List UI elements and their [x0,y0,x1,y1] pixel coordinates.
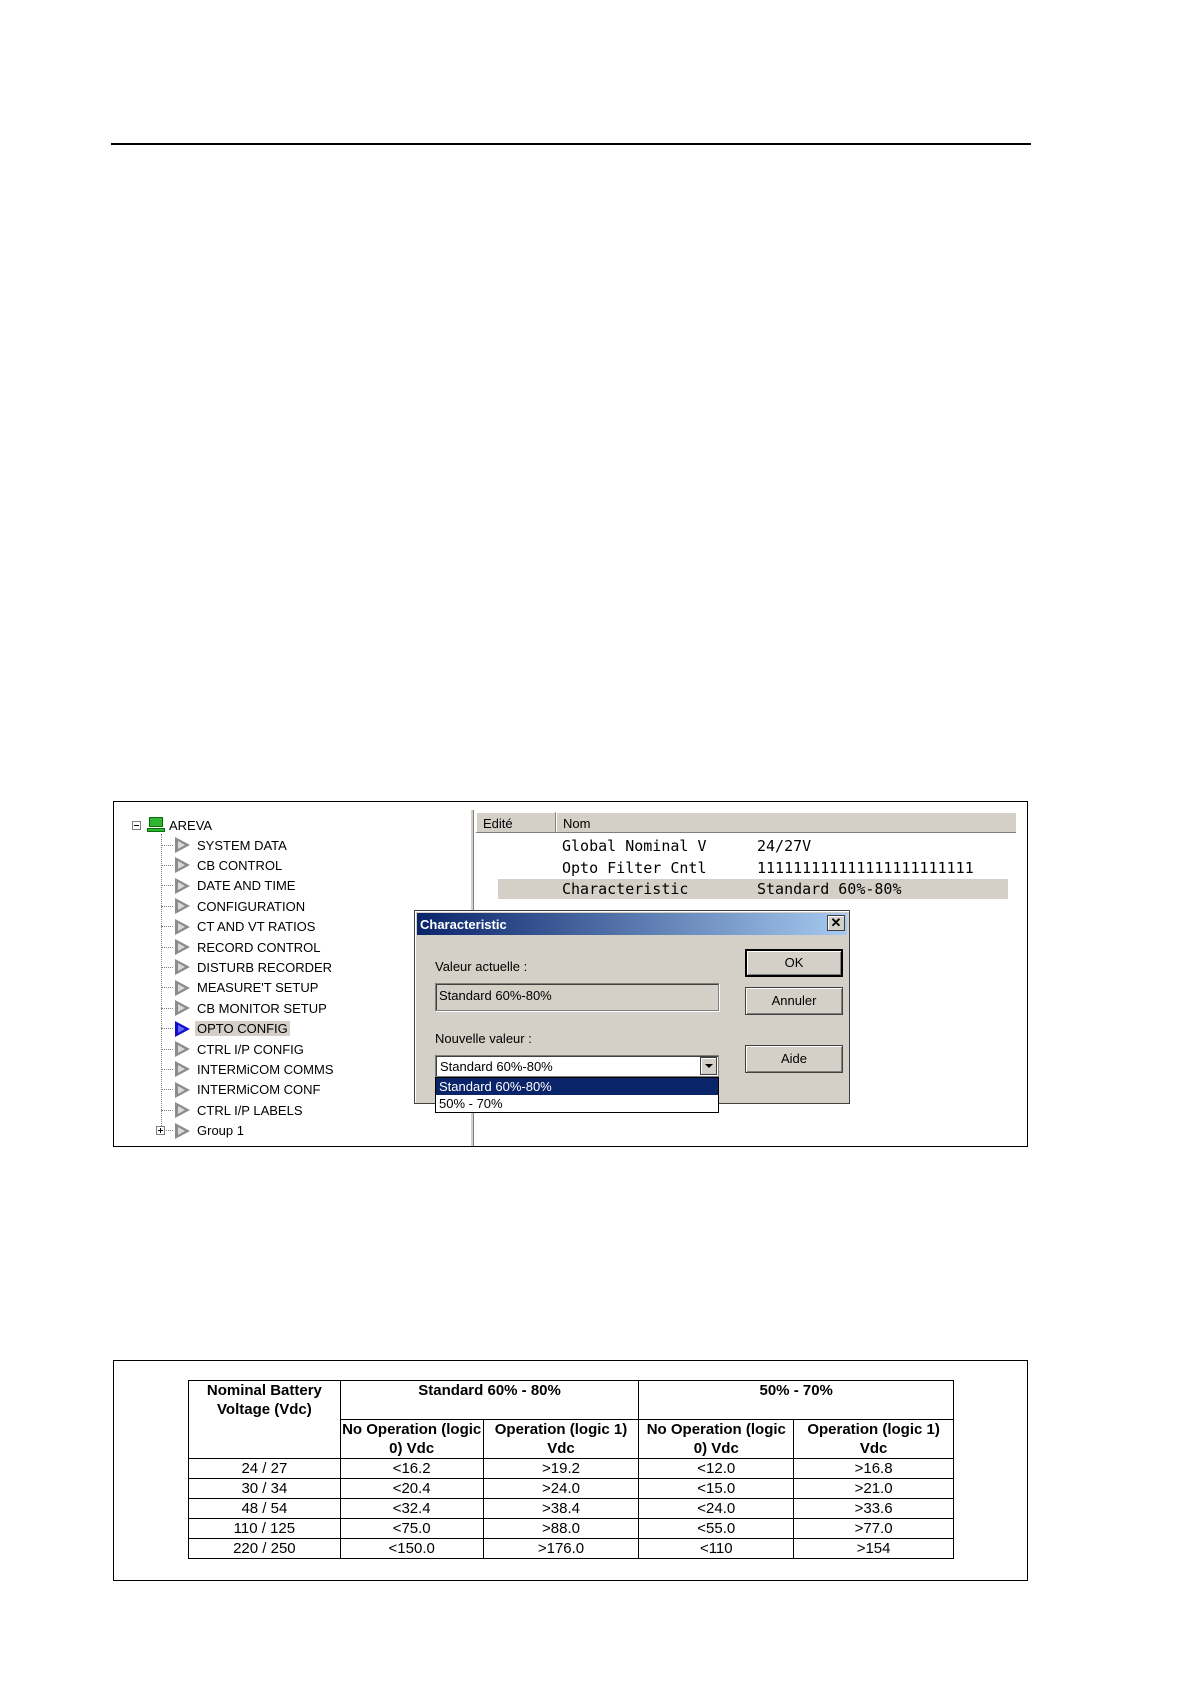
table-cell: <20.4 [340,1479,483,1499]
tree-item[interactable] [161,1081,323,1099]
column-header-name[interactable]: Nom [556,812,1016,832]
tree-item-label: SYSTEM DATA [197,837,287,853]
tree-item[interactable] [161,938,323,956]
tree-item[interactable] [161,1040,306,1058]
table-cell: >88.0 [483,1519,639,1539]
table-cell: <12.0 [639,1459,794,1479]
tree-item[interactable] [161,918,317,936]
folder-arrow-icon [175,980,190,996]
setting-name: Opto Filter Cntl [562,858,707,877]
tree-connector [161,1028,173,1029]
setting-row[interactable] [498,836,1008,856]
folder-arrow-icon [175,1123,190,1139]
tree-connector [161,885,173,886]
tree-connector [161,845,173,846]
tree-item[interactable] [161,999,329,1017]
tree-item[interactable] [161,877,297,895]
setting-value: Standard 60%-80% [757,880,902,898]
tree-root[interactable] [130,816,212,834]
current-value-text: Standard 60%-80% [439,988,552,1003]
tree-item-label: CB MONITOR SETUP [197,1000,327,1016]
table-cell: <24.0 [639,1499,794,1519]
table-cell: >33.6 [794,1499,954,1519]
tree-connector [161,987,173,988]
table-cell: <110 [639,1539,794,1559]
table-cell: >176.0 [483,1539,639,1559]
table-cell: >19.2 [483,1459,639,1479]
new-value-options [435,1077,719,1113]
tree-item-label: Group 1 [197,1123,244,1139]
folder-arrow-icon [175,1082,190,1098]
current-value-label: Valeur actuelle : [435,959,528,974]
table-cell: 110 / 125 [189,1519,341,1539]
tree-connector [161,1049,173,1050]
tree-connector [161,947,173,948]
folder-arrow-icon [175,898,190,914]
tree-item-label: CTRL I/P LABELS [197,1102,303,1118]
tree-item[interactable] [161,958,334,976]
table-cell: >21.0 [794,1479,954,1499]
folder-arrow-icon [175,837,190,853]
dialog-title: Characteristic [420,916,507,932]
header-alt-no-operation: No Operation (logic 0) Vdc [639,1420,794,1459]
computer-icon [147,817,165,833]
folder-arrow-icon [175,878,190,894]
option-standard-60-80[interactable]: Standard 60%-80% [436,1078,718,1095]
option-50-70[interactable]: 50% - 70% [439,1096,503,1111]
close-icon: ✕ [830,915,842,930]
folder-arrow-icon [175,1061,190,1077]
table-cell: 30 / 34 [189,1479,341,1499]
help-button[interactable]: Aide [745,1045,843,1073]
folder-arrow-icon [175,1000,190,1016]
tree-item-label: INTERMiCOM COMMS [197,1061,334,1077]
tree-connector [161,906,173,907]
tree-item-label: DISTURB RECORDER [197,959,333,975]
collapse-icon[interactable] [132,821,141,830]
dialog-title-bar [417,913,847,935]
tree-item-label: CONFIGURATION [197,898,306,914]
table-cell: <75.0 [340,1519,483,1539]
tree-item[interactable] [161,979,320,997]
header-50-70: 50% - 70% [639,1381,954,1420]
tree-item[interactable] [161,1122,246,1140]
tree-root-label: AREVA [169,817,213,833]
tree-item-label: OPTO CONFIG [197,1021,288,1037]
tree-item-label: DATE AND TIME [197,878,296,894]
folder-arrow-icon [175,1021,190,1037]
new-value-label: Nouvelle valeur : [435,1031,532,1046]
chevron-down-icon[interactable] [700,1057,717,1075]
setting-row[interactable] [498,879,1008,899]
tree-item-label: MEASURE'T SETUP [197,980,319,996]
characteristic-dialog [414,910,850,1111]
new-value-text: Standard 60%-80% [440,1059,553,1074]
ok-button[interactable]: OK [745,949,843,977]
tree-item[interactable] [161,1060,336,1078]
tree-item[interactable] [161,1020,290,1038]
table-row [189,1539,954,1559]
table-row [189,1479,954,1499]
tree-item[interactable] [161,897,307,915]
table-row [189,1499,954,1519]
tree-item[interactable] [161,836,289,854]
header-standard-60-80: Standard 60% - 80% [340,1381,639,1420]
tree-connector [161,1110,173,1111]
tree-connector [161,865,173,866]
table-cell: >16.8 [794,1459,954,1479]
tree-connector [161,926,173,927]
tree-connector [161,1008,173,1009]
tree-item[interactable] [161,856,284,874]
tree-item-label: INTERMiCOM CONF [197,1082,321,1098]
table-cell: <16.2 [340,1459,483,1479]
table-cell: <32.4 [340,1499,483,1519]
header-nominal-voltage: Nominal Battery Voltage (Vdc) [189,1381,341,1459]
header-std-no-operation: No Operation (logic 0) Vdc [342,1421,482,1457]
folder-arrow-icon [175,857,190,873]
tree-item-label: CB CONTROL [197,857,283,873]
table-cell: >77.0 [794,1519,954,1539]
table-cell: >154 [794,1539,954,1559]
setting-value: 24/27V [757,837,812,855]
tree-item-label: RECORD CONTROL [197,939,321,955]
table-cell: <55.0 [639,1519,794,1539]
setting-value: 111111111111111111111111 [757,858,974,877]
tree-item-label: CT AND VT RATIOS [197,919,316,935]
new-value-select[interactable] [435,1055,719,1077]
cancel-button[interactable]: Annuler [745,987,843,1015]
top-rule [111,143,1031,145]
threshold-table-figure [113,1360,1028,1581]
tree-item[interactable] [161,1101,305,1119]
list-header [476,812,1016,833]
screenshot-figure [113,801,1028,1147]
folder-arrow-icon [175,919,190,935]
setting-row[interactable] [498,858,1008,878]
table-cell: 24 / 27 [189,1459,341,1479]
table-row [189,1459,954,1479]
tree-connector [161,1069,173,1070]
table-cell: <15.0 [639,1479,794,1499]
setting-name: Global Nominal V [562,837,707,855]
column-header-edited[interactable]: Edité [476,812,556,832]
table-cell: <150.0 [340,1539,483,1559]
folder-arrow-icon [175,1041,190,1057]
tree-connector [161,1089,173,1090]
header-std-operation: Operation (logic 1) Vdc [483,1420,639,1459]
table-cell: >24.0 [483,1479,639,1499]
header-alt-operation: Operation (logic 1) Vdc [794,1420,954,1459]
table-cell: 220 / 250 [189,1539,341,1559]
setting-name: Characteristic [562,880,689,898]
tree-item-label: CTRL I/P CONFIG [197,1041,304,1057]
folder-arrow-icon [175,1102,190,1118]
folder-arrow-icon [175,939,190,955]
folder-arrow-icon [175,959,190,975]
current-value-field [435,983,719,1011]
close-button[interactable] [827,915,845,931]
threshold-table [188,1380,954,1559]
table-row [189,1519,954,1539]
table-cell: 48 / 54 [189,1499,341,1519]
expand-icon[interactable] [156,1126,165,1135]
tree-connector [161,967,173,968]
table-cell: >38.4 [483,1499,639,1519]
